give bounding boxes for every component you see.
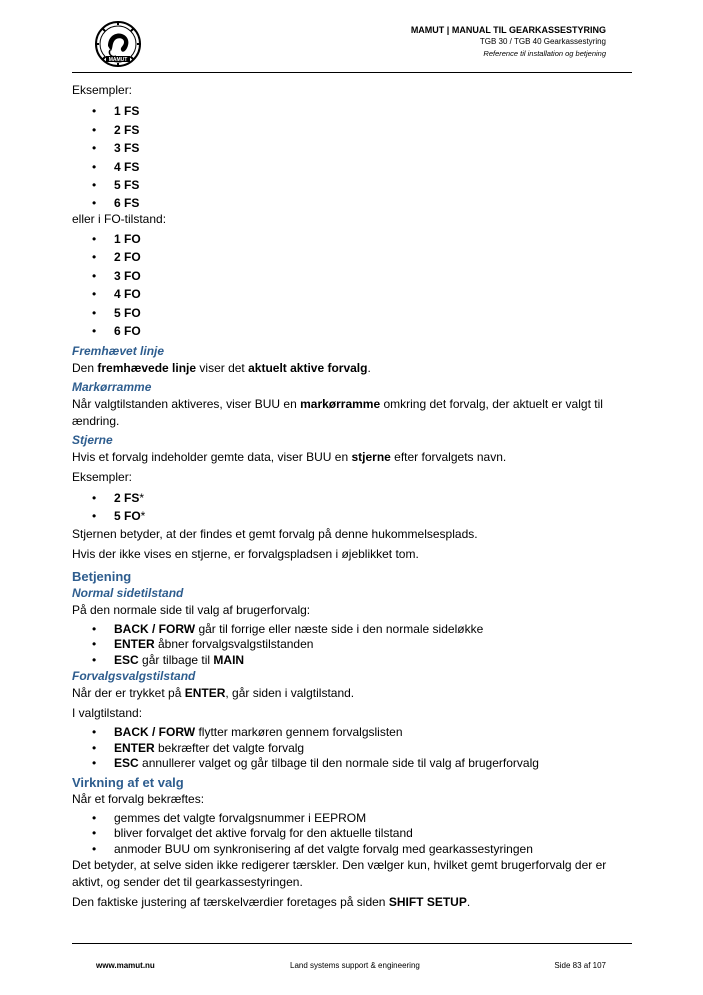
page-content: [72, 82, 637, 914]
effect-shift-setup: Den faktiske justering af tærskelværdier foretages på siden SHIFT SETUP.: [72, 895, 471, 909]
list-item: • ENTER åbner forvalgsvalgstilstanden: [72, 637, 637, 653]
footer-tagline: Land systems support & engineering: [290, 961, 420, 970]
header-text: [411, 24, 606, 60]
operation-heading: Betjening: [72, 568, 132, 584]
frame-text: Når valgtilstanden aktiveres, viser BUU en markørramme omkring det forvalg, der aktuelt er valgt til ændring.: [72, 396, 603, 428]
list-item: • 5 FO*: [72, 507, 637, 526]
list-item: • 4 FO: [72, 285, 637, 304]
star-empty: Hvis der ikke vises en stjerne, er forvalgspladsen i øjeblikket tom.: [72, 546, 419, 561]
normal-mode-heading: Normal sidetilstand: [72, 585, 184, 600]
select-mode-intro: I valgtilstand:: [72, 706, 143, 720]
effect-list: [72, 811, 637, 858]
highlight-text: Den fremhævede linje viser det aktuelt aktive forvalg.: [72, 360, 371, 375]
list-item: • 1 FO: [72, 230, 637, 249]
list-item: • BACK / FORW går til forrige eller næste side i den normale sideløkke: [72, 622, 637, 638]
list-item: • 2 FS*: [72, 489, 637, 508]
star-explain: Stjernen betyder, at der findes et gemt forvalg på denne hukommelsesplads.: [72, 526, 478, 541]
effect-intro: Når et forvalg bekræftes:: [72, 791, 205, 806]
document-subtitle: TGB 30 / TGB 40 Gearkassestyring: [479, 37, 606, 46]
document-reference: Reference til installation og betjening: [483, 49, 606, 58]
list-item: • ESC går tilbage til MAIN: [72, 653, 637, 669]
examples-label: Eksempler:: [72, 83, 133, 97]
list-item: • bliver forvalget det aktive forvalg for den aktuelle tilstand: [72, 826, 637, 842]
mamut-logo: [94, 20, 142, 68]
effect-heading: Virkning af et valg: [72, 774, 184, 790]
list-item: • BACK / FORW flytter markøren gennem forvalgslisten: [72, 725, 637, 741]
normal-mode-list: [72, 622, 637, 669]
normal-mode-intro: På den normale side til valg af brugerforvalg:: [72, 602, 311, 617]
list-item: • anmoder BUU om synkronisering af det valgte forvalg med gearkassestyringen: [72, 842, 637, 858]
list-item: • 3 FO: [72, 267, 637, 286]
page-header: [72, 14, 632, 73]
list-item: • 1 FS: [72, 102, 637, 121]
effect-explain: Det betyder, at selve siden ikke redigerer tærskler. Den vælger kun, hvilket gemt brugerforvalg der er aktivt, og sender det til gearkassestyringen.: [72, 858, 607, 889]
fo-intro: eller i FO-tilstand:: [72, 211, 167, 226]
fs-list: [72, 102, 637, 211]
list-item: • 6 FS: [72, 195, 637, 211]
list-item: • 3 FS: [72, 139, 637, 158]
page-number: Side 83 af 107: [554, 961, 606, 970]
list-item: • 5 FO: [72, 304, 637, 323]
document-title: MAMUT | MANUAL TIL GEARKASSESTYRING: [410, 25, 606, 35]
list-item: • 2 FS: [72, 121, 637, 140]
select-mode-heading: Forvalgsvalgstilstand: [72, 669, 196, 683]
website-link[interactable]: www.mamut.nu: [96, 961, 155, 970]
list-item: • ENTER bekræfter det valgte forvalg: [72, 741, 637, 757]
star-examples-label: Eksempler:: [72, 469, 133, 484]
star-text: Hvis et forvalg indeholder gemte data, viser BUU en stjerne efter forvalgets navn.: [72, 449, 507, 464]
page-footer: [72, 943, 632, 974]
list-item: • 2 FO: [72, 248, 637, 267]
list-item: • ESC annullerer valget og går tilbage til den normale side til valg af brugerforvalg: [72, 756, 637, 772]
highlight-heading: Fremhævet linje: [72, 343, 165, 358]
list-item: • 6 FO: [72, 322, 637, 341]
star-examples: [72, 489, 637, 526]
list-item: • gemmes det valgte forvalgsnummer i EEPROM: [72, 811, 637, 827]
list-item: • 4 FS: [72, 158, 637, 177]
fo-list: [72, 230, 637, 341]
star-heading: Stjerne: [72, 432, 113, 447]
svg-text:MAMUT: MAMUT: [108, 57, 128, 63]
select-mode-list: [72, 725, 637, 772]
list-item: • 5 FS: [72, 176, 637, 195]
frame-heading: Markørramme: [72, 379, 152, 394]
select-mode-text: Når der er trykket på ENTER, går siden i valgtilstand.: [72, 686, 355, 700]
